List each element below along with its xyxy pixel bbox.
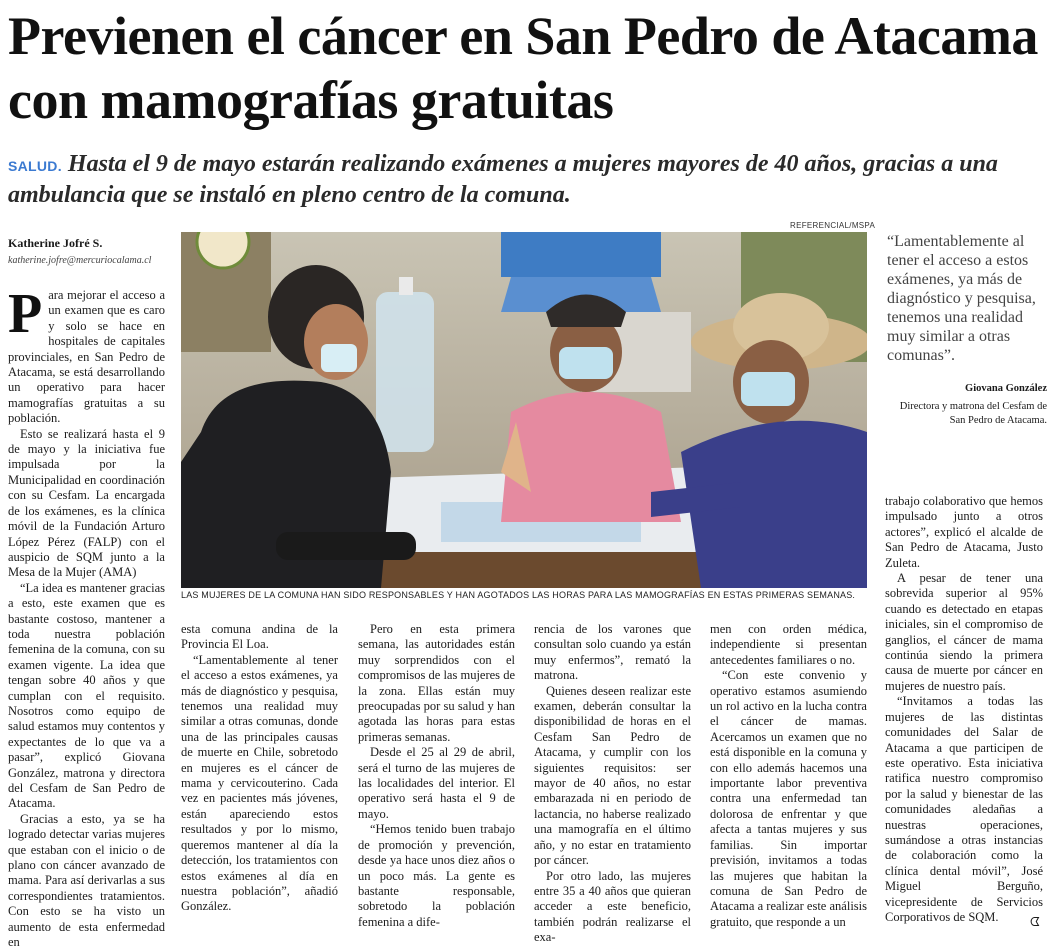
pull-quote-attribution [887,382,1047,428]
article-column-2 [181,622,338,915]
quote-author: Giovana González [965,383,1047,394]
paragraph: “La idea es mantener gracias a esto, este examen que es bastante costoso, mantener a toda nuestra población femenina de la comuna, con su examen vigente. La idea que tengan sobre 40 años y que cumplan con el requisito. Nosotros como equipo de salud estamos muy contentos y expectantes de lo que va a pasar”, explicó Giovana González, matrona y directora del Cesfam de San Pedro de Atacama. [8,580,165,811]
dek [8,150,1044,210]
author-name: Katherine Jofré S. [8,236,103,250]
paragraph: esta comuna andina de la Provincia El Loa. [181,622,338,652]
article-column-5 [710,622,867,930]
article-column-3 [358,622,515,930]
author-email[interactable]: katherine.jofre@mercuriocalama.cl [8,255,152,266]
paragraph: rencia de los varones que consultan solo cuando ya están muy enfermos”, remató la matrona. [534,622,691,683]
paragraph: “Invitamos a todas las mujeres de las distintas comunidades del Salar de Atacama a que participen de este operativo. Esta iniciativa ratifica nuestro compromiso por la salud y bienestar de las comunidades aledañas a nuestras operaciones, sumándose a otras instancias de colaboración como la clínica dental móvil”, José Miguel Berguño, vicepresidente de Servicios Corporativos de SQM. [885,694,1043,924]
paragraph: Pero en esta primera semana, las autoridades están muy sorprendidos con el compromisos de las mujeres de la zona. Ellas están muy preocupadas por su salud y han agotada las horas para estas primeras semanas. [358,622,515,744]
byline [8,236,168,266]
headline: Previenen el cáncer en San Pedro de Atacama con mamografías gratuitas [8,6,1038,130]
paragraph: Por otro lado, las mujeres entre 35 a 40 años que quieran acceder a este beneficio, también podrán realizarse el exa- [534,868,691,945]
drop-cap: P [8,283,43,345]
paragraph: Gracias a esto, ya se ha logrado detectar varias mujeres que estaban con el inicio o de plano con cáncer avanzado de mama. Para así derivarlas a sus correspondientes tratamientos. Con esto se ha visto un aumento de esta enfermedad en [8,811,165,950]
article-column-6 [885,494,1043,925]
paragraph: “Hemos tenido buen trabajo de promoción y prevención, desde ya hace unos diez años o un poco más. La gente es bastante responsable, sobretodo la población femenina a dife- [358,822,515,929]
quote-author-role: Directora y matrona del Cesfam de San Pedro de Atacama. [899,401,1047,426]
article-column-4 [534,622,691,946]
photo-credit: REFERENCIAL/MSPA [790,221,876,230]
paragraph: Esto se realizará hasta el 9 de mayo y la iniciativa fue impulsada por la Municipalidad en coordinación con su Cesfam. La encargada de los exámenes, es la clínica móvil de la Fundación Arturo López Pérez (FALP) con el auspicio de SQM junto a la Mesa de la Mujer (AMA) [8,426,165,580]
pull-quote: “Lamentablemente al tener el acceso a estos exámenes, ya más de diagnóstico y pesquisa, tenemos una realidad muy similar a otras comunas”. [887,233,1036,364]
article-photo [181,232,867,588]
section-kicker: SALUD. [8,158,62,174]
end-mark-icon: ᗧ [1030,915,1040,929]
paragraph: A pesar de tener una sobrevida superior al 95% cuando es detectado en etapas iniciales, sin el compromiso de ganglios, el cáncer de mama continúa siendo la primera causa de muerte por cáncer en mujeres de nuestro país. [885,571,1043,693]
paragraph: Para mejorar el acceso a un examen que es caro y solo se hace en hospitales de capitales provinciales, en San Pedro de Atacama, se está desarrollando un operativo para hacer mamografías gratuitas a su población. [8,283,165,426]
paragraph: men con orden médica, independiente si presentan antecedentes familiares o no. [710,622,867,667]
paragraph: trabajo colaborativo que hemos impulsado junto a otros actores”, explicó el alcalde de San Pedro de Atacama, Justo Zuleta. [885,494,1043,570]
paragraph: “Con este convenio y operativo estamos asumiendo un rol activo en la lucha contra el cáncer de mamas. Acercamos un examen que no está disponible en la comuna y con ello además hacemos una importante labor preventiva contra una enfermedad tan dolorosa de enfrentar y que afecta a tantas mujeres y sus familias. Sin importar previsión, invitamos a todas las mujeres que habitan la comuna de San Pedro de Atacama a realizar este análisis gratuito, que responde a un [710,668,867,929]
paragraph: Desde el 25 al 29 de abril, será el turno de las mujeres de las localidades del interior. El operativo será hasta el 9 de mayo. [358,745,515,821]
dek-text: Hasta el 9 de mayo estarán realizando exámenes a mujeres mayores de 40 años, gracias a una ambulancia que se instaló en pleno centro de la comuna. [8,151,998,208]
photo-caption: LAS MUJERES DE LA COMUNA HAN SIDO RESPONSABLES Y HAN AGOTADOS LAS HORAS PARA LAS MAMOGRAFÍAS EN ESTAS PRIMERAS SEMANAS. [181,590,856,600]
paragraph: “Lamentablemente al tener el acceso a estos exámenes, ya más de diagnóstico y pesquisa, tenemos una realidad muy similar a otras comunas, donde una de las principales causas de muerte en Chile, sobretodo en mujeres es el cáncer de mama y cervicouterino. Cada vez en pacientes más jóvenes, están apareciendo estos resultados y por lo mismo, queremos mantener al día la detección, los tratamientos con estos exámenes al día en nuestra población”, añadió González. [181,652,338,914]
article-column-1 [8,283,165,950]
paragraph: Quienes deseen realizar este examen, deberán consultar la disponibilidad de horas en el Cesfam San Pedro de Atacama, y cumplir con los siguientes requisitos: ser mayor de 40 años, no estar embarazada ni en periodo de lactancia, no haberse realizado una mamografía en el último año, y no estar en tratamiento por cáncer. [534,683,691,868]
